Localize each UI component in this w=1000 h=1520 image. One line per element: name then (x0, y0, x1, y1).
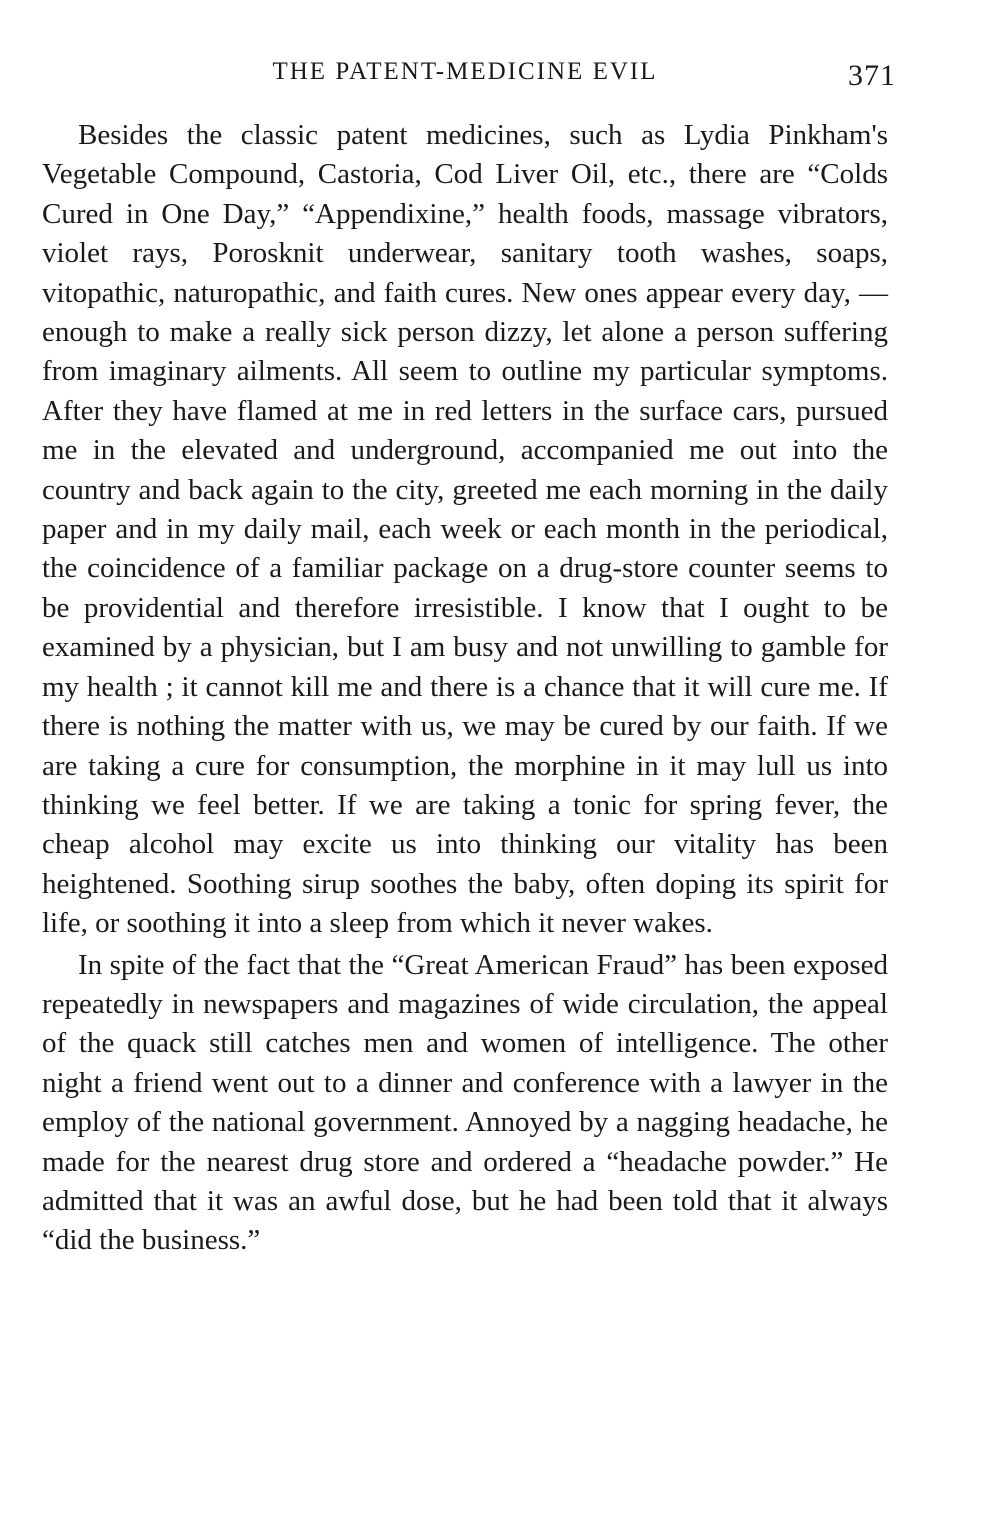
running-head (42, 52, 896, 92)
paragraph-2: In spite of the fact that the “Great American Fraud” has been exposed repeatedly in newspapers and magazines of wide circulation, the appeal of the quack still catches men and women of intelligence. The other night a friend went out to a dinner and conference with a lawyer in the employ of the national government. Annoyed by a nagging headache, he made for the nearest drug store and ordered a “headache powder.” He admitted that it was an awful dose, but he had been told that it always “did the business.” (42, 948, 888, 1257)
paragraph-1: Besides the classic patent medicines, such as Lydia Pinkham's Vegetable Compound, Castoria, Cod Liver Oil, etc., there are “Colds Cured in One Day,” “Appendixine,” health foods, massage vibrators, violet rays, Porosknit underwear, sanitary tooth washes, soaps, vitopathic, naturopathic, and faith cures. New ones appear every day, — enough to make a really sick person dizzy, let alone a person suffering from imaginary ailments. All seem to outline my particular symptoms. After they have flamed at me in red letters in the surface cars, pursued me in the elevated and underground, accompanied me out into the country and back again to the city, greeted me each morning in the daily paper and in my daily mail, each week or each month in the periodical, the coincidence of a familiar package on a drug-store counter seems to be providential and therefore irresistible. I know that I ought to be examined by a physician, but I am busy and not unwilling to gamble for my health ; it cannot kill me and there is a chance that it will cure me. If there is nothing the matter with us, we may be cured by our faith. If we are taking a cure for consumption, the morphine in it may lull us into thinking we feel better. If we are taking a tonic for spring fever, the cheap alcohol may excite us into thinking our vitality has been heightened. Soothing sirup soothes the baby, often doping its spirit for life, or soothing it into a sleep from which it never wakes. (42, 119, 888, 940)
running-title: THE PATENT-MEDICINE EVIL (272, 58, 658, 85)
body-text (42, 116, 888, 1261)
page-number: 371 (848, 59, 896, 92)
